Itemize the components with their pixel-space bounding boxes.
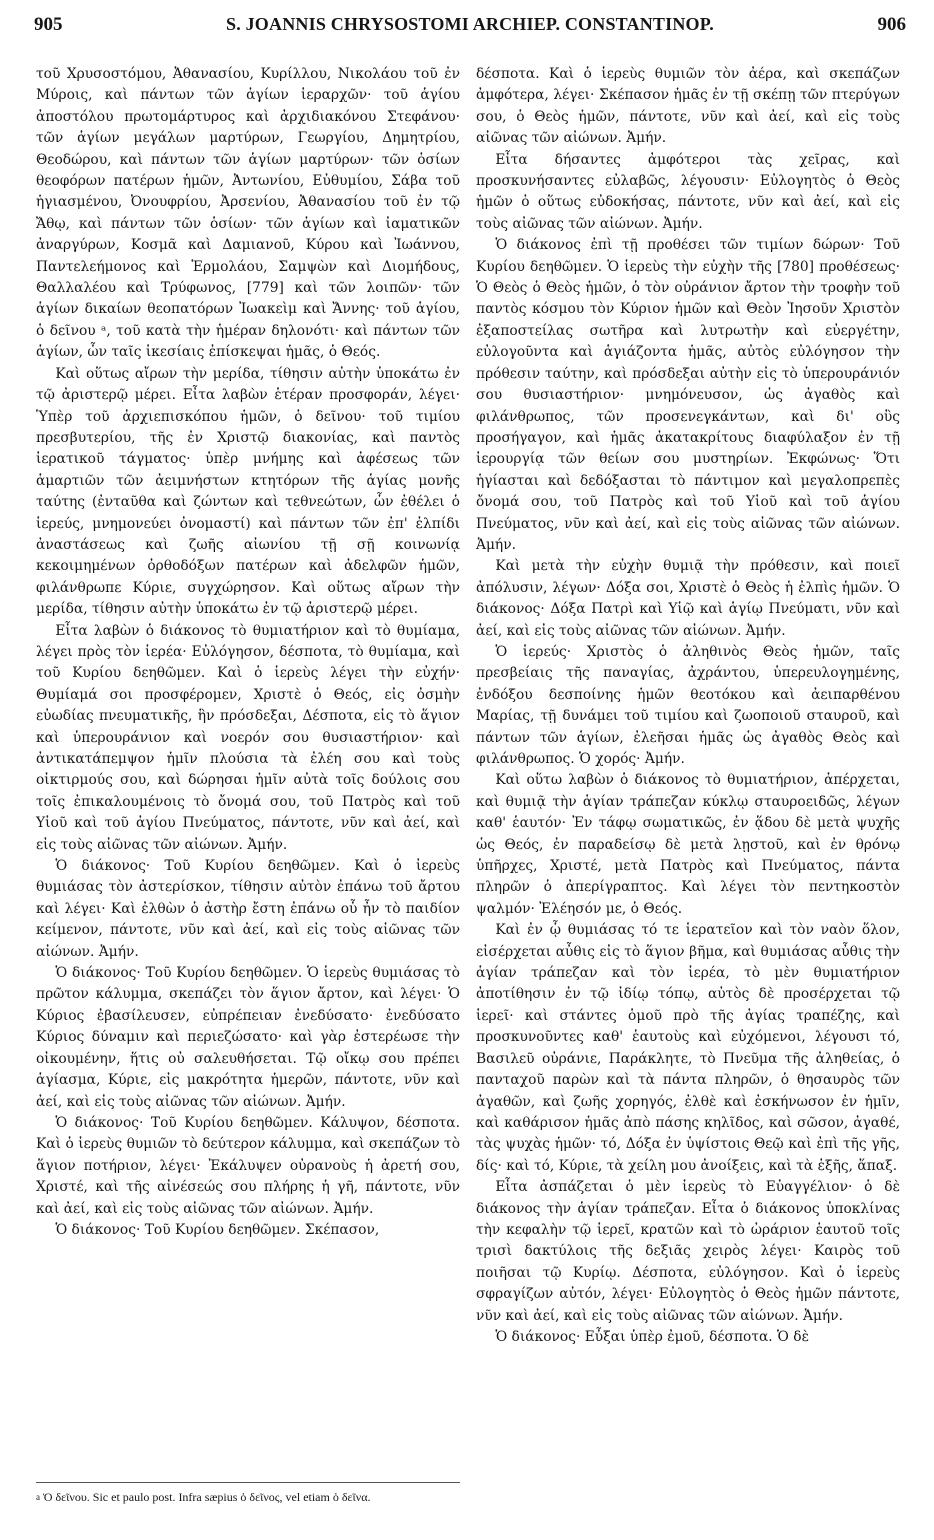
paragraph: Ὁ διάκονος· Τοῦ Κυρίου δεηθῶμεν. Κάλυψον, δέσποτα. Καὶ ὁ ἱερεὺς θυμιῶν τὸ δεύτερον κάλυμμα, καὶ σκεπάζων τὸ ἅγιον ποτήριον, λέγει· Ἐκάλυψεν οὐρανοὺς ἡ ἀρετή σου, Χριστέ, καὶ τῆς αἰνέσεώς σου πλήρης ἡ γῆ, πάντοτε, νῦν καὶ ἀεί, καὶ εἰς τοὺς αἰῶνας τῶν αἰώνων. Ἀμήν.	[36, 1114, 460, 1217]
paragraph: Καὶ μετὰ τὴν εὐχὴν θυμιᾷ τὴν πρόθεσιν, καὶ ποιεῖ ἀπόλυσιν, λέγων· Δόξα σοι, Χριστὲ ὁ Θεὸς ἡ ἐλπὶς ἡμῶν. Ὁ διάκονος· Δόξα Πατρὶ καὶ Υἱῷ καὶ ἁγίῳ Πνεύματι, νῦν καὶ ἀεί, καὶ εἰς τοὺς αἰῶνας τῶν αἰώνων. Ἀμήν.	[476, 558, 900, 639]
paragraph: Εἶτα δήσαντες ἀμφότεροι τὰς χεῖρας, καὶ προσκυνήσαντες εὐλαβῶς, λέγουσιν· Εὐλογητὸς ὁ Θεὸς ἡμῶν ὁ οὕτως εὐδοκήσας, πάντοτε, νῦν καὶ ἀεί, καὶ εἰς τοὺς αἰῶνας τῶν αἰώνων. Ἀμήν.	[476, 151, 900, 232]
left-column	[36, 64, 460, 1464]
paragraph: Ὁ διάκονος· Τοῦ Κυρίου δεηθῶμεν. Ὁ ἱερεὺς θυμιάσας τὸ πρῶτον κάλυμμα, σκεπάζει τὸν ἅγιον ἄρτον, καὶ λέγει· Ὁ Κύριος ἐβασίλευσεν, εὐπρέπειαν ἐνεδύσατο· ἐνεδύσατο Κύριος δύναμιν καὶ περιεζώσατο· καὶ γὰρ ἐστερέωσε τὴν οἰκουμένην, ἥτις οὐ σαλευθήσεται. Τῷ οἴκῳ σου πρέπει ἁγίασμα, Κύριε, εἰς μακρότητα ἡμερῶν, πάντοτε, νῦν καὶ ἀεί, καὶ εἰς τοὺς αἰῶνας τῶν αἰώνων. Ἀμήν.	[36, 965, 460, 1110]
right-column	[476, 64, 900, 1539]
paragraph: τοῦ Χρυσοστόμου, Ἀθανασίου, Κυρίλλου, Νικολάου τοῦ ἐν Μύροις, καὶ πάντων τῶν ἁγίων ἱεραρχῶν· τοῦ ἁγίου ἀποστόλου πρωτομάρτυρος καὶ ἀρχιδιακόνου Στεφάνου· τῶν ἁγίων μεγάλων μαρτύρων, Γεωργίου, Δημητρίου, Θεοδώρου, καὶ πάντων τῶν ἁγίων μαρτύρων· τῶν ὁσίων θεοφόρων πατέρων ἡμῶν, Ἀντωνίου, Εὐθυμίου, Σάβα τοῦ ἡγιασμένου, Ὀνουφρίου, Ἀρσενίου, Ἀθανασίου τοῦ ἐν τῷ Ἄθῳ, καὶ πάντων τῶν ὁσίων· τῶν ἁγίων καὶ ἰαματικῶν ἀναργύρων, Κοσμᾶ καὶ Δαμιανοῦ, Κύρου καὶ Ἰωάννου, Παντελεήμονος καὶ Ἑρμολάου, Σαμψὼν καὶ Διομήδους, Θαλλαλέου καὶ Τρύφωνος, [779] καὶ τῶν λοιπῶν· τῶν ἁγίων δικαίων θεοπατόρων Ἰωακεὶμ καὶ Ἄννης· τοῦ ἁγίου, ὁ δεῖνου ᵃ, τοῦ κατὰ τὴν ἡμέραν δηλονότι· καὶ πάντων τῶν ἁγίων, ὧν ταῖς ἱκεσίαις ἐπίσκεψαι ἡμᾶς, ὁ Θεός.	[36, 66, 460, 361]
paragraph: Ὁ ἱερεύς· Χριστὸς ὁ ἀληθινὸς Θεὸς ἡμῶν, ταῖς πρεσβείαις τῆς παναγίας, ἀχράντου, ὑπερευλογημένης, ἐνδόξου δεσποίνης ἡμῶν θεοτόκου καὶ ἀειπαρθένου Μαρίας, τῇ δυνάμει τοῦ τιμίου καὶ ζωοποιοῦ σταυροῦ, καὶ πάντων τῶν ἁγίων, ἐλεῆσαι ἡμᾶς ὡς ἀγαθὸς Θεὸς καὶ φιλάνθρωπος. Ὁ χορός· Ἀμήν.	[476, 643, 900, 767]
paragraph: Εἶτα λαβὼν ὁ διάκονος τὸ θυμιατήριον καὶ τὸ θυμίαμα, λέγει πρὸς τὸν ἱερέα· Εὐλόγησον, δέσποτα, τὸ θυμίαμα, καὶ τοῦ Κυρίου δεηθῶμεν. Καὶ ὁ ἱερεὺς λέγει τὴν εὐχήν· Θυμίαμά σοι προσφέρομεν, Χριστὲ ὁ Θεός, εἰς ὀσμὴν εὐωδίας πνευματικῆς, ἣν πρόσδεξαι, Δέσποτα, εἰς τὸ ἅγιον καὶ ὑπερουράνιον καὶ νοερόν σου θυσιαστήριον· καὶ ἀντικατάπεμψον ἡμῖν πλούσια τὰ ἐλέη σου καὶ τοὺς οἰκτιρμούς σου, καὶ δώρησαι ἡμῖν αὐτὰ τοῖς δούλοις σου τοῖς ἐπικαλουμένοις τὸ ὄνομά σου, τοῦ Πατρὸς καὶ τοῦ Υἱοῦ καὶ τοῦ ἁγίου Πνεύματος, πάντοτε, νῦν καὶ ἀεί, καὶ εἰς τοὺς αἰῶνας τῶν αἰώνων. Ἀμήν.	[36, 622, 460, 853]
paragraph: Ὁ διάκονος ἐπὶ τῇ προθέσει τῶν τιμίων δώρων· Τοῦ Κυρίου δεηθῶμεν. Ὁ ἱερεὺς τὴν εὐχὴν τῆς [780] προθέσεως· Ὁ Θεὸς ὁ Θεὸς ἡμῶν, ὁ τὸν οὐράνιον ἄρτον τὴν τροφὴν τοῦ παντὸς κόσμου τὸν Κύριον ἡμῶν καὶ Θεὸν Ἰησοῦν Χριστὸν ἐξαποστείλας σωτῆρα καὶ λυτρωτὴν καὶ εὐεργέτην, εὐλογοῦντα καὶ ἁγιάζοντα ἡμᾶς, αὐτὸς εὐλόγησον τὴν πρόθεσιν ταύτην, καὶ πρόσδεξαι αὐτὴν εἰς τὸ ὑπερουράνιόν σου θυσιαστήριον· μνημόνευσον, ὡς ἀγαθὸς καὶ φιλάνθρωπος, τῶν προσενεγκάντων, καὶ δι' οὓς προσήγαγον, καὶ ἡμᾶς ἀκατακρίτους διαφύλαξον ἐν τῇ ἱερουργίᾳ τῶν θείων σου μυστηρίων. Ἐκφώνως· Ὅτι ἡγίασται καὶ δεδόξασται τὸ πάντιμον καὶ μεγαλοπρεπὲς ὄνομά σου, τοῦ Πατρὸς καὶ τοῦ Υἱοῦ καὶ τοῦ ἁγίου Πνεύματος, νῦν καὶ ἀεί, καὶ εἰς τοὺς αἰῶνας τῶν αἰώνων. Ἀμήν.	[476, 237, 900, 553]
right-page-number: 906	[877, 14, 906, 35]
running-title: S. JOANNIS CHRYSOSTOMI ARCHIEP. CONSTANTINOP.	[226, 14, 714, 34]
footnote-marker: a	[36, 1492, 40, 1502]
running-header	[34, 14, 906, 48]
left-page-number: 905	[34, 14, 63, 35]
paragraph: Εἶτα ἀσπάζεται ὁ μὲν ἱερεὺς τὸ Εὐαγγέλιον· ὁ δὲ διάκονος τὴν ἁγίαν τράπεζαν. Εἶτα ὁ διάκονος ὑποκλίνας τὴν κεφαλὴν τῷ ἱερεῖ, κρατῶν καὶ τὸ ὠράριον ἑαυτοῦ τοῖς τρισὶ δακτύλοις τῆς δεξιᾶς χειρὸς λέγει· Καιρὸς τοῦ ποιῆσαι τῷ Κυρίῳ. Δέσποτα, εὐλόγησον. Καὶ ὁ ἱερεὺς σφραγίζων αὐτόν, λέγει· Εὐλογητὸς ὁ Θεὸς ἡμῶν πάντοτε, νῦν καὶ ἀεί, καὶ εἰς τοὺς αἰῶνας τῶν αἰώνων. Ἀμήν.	[476, 1179, 900, 1324]
paragraph: δέσποτα. Καὶ ὁ ἱερεὺς θυμιῶν τὸν ἀέρα, καὶ σκεπάζων ἀμφότερα, λέγει· Σκέπασον ἡμᾶς ἐν τῇ σκέπῃ τῶν πτερύγων σου, ὁ Θεὸς ἡμῶν, πάντοτε, νῦν καὶ ἀεί, καὶ εἰς τοὺς αἰῶνας τῶν αἰώνων. Ἀμήν.	[476, 66, 900, 147]
paragraph: Καὶ ἐν ᾧ θυμιάσας τό τε ἱερατεῖον καὶ τὸν ναὸν ὅλον, εἰσέρχεται αὖθις εἰς τὸ ἅγιον βῆμα, καὶ θυμιάσας αὖθις τὴν ἁγίαν τράπεζαν καὶ τὸν ἱερέα, τὸ μὲν θυμιατήριον ἀποτίθησιν ἐν τῷ ἰδίῳ τόπῳ, αὐτὸς δὲ προσέρχεται τῷ ἱερεῖ· καὶ στάντες ὁμοῦ πρὸ τῆς ἁγίας τραπέζης, καὶ προσκυνοῦντες καθ' ἑαυτοὺς καὶ εὐχόμενοι, λέγουσι τό, Βασιλεῦ οὐράνιε, Παράκλητε, τὸ Πνεῦμα τῆς ἀληθείας, ὁ πανταχοῦ παρὼν καὶ τὰ πάντα πληρῶν, ὁ θησαυρὸς τῶν ἀγαθῶν, καὶ ζωῆς χορηγός, ἐλθὲ καὶ ἐσκήνωσον ἐν ἡμῖν, καὶ καθάρισον ἡμᾶς ἀπὸ πάσης κηλῖδος, καὶ σῶσον, ἀγαθέ, τὰς ψυχὰς ἡμῶν· τό, Δόξα ἐν ὑψίστοις Θεῷ καὶ ἐπὶ τῆς γῆς, δίς· καὶ τό, Κύριε, τὰ χείλη μου ἀνοίξεις, καὶ τὰ ἑξῆς, ἅπαξ.	[476, 922, 900, 1174]
footnote	[36, 1482, 460, 1506]
paragraph: Ὁ διάκονος· Τοῦ Κυρίου δεηθῶμεν. Σκέπασον,	[55, 1221, 380, 1238]
footnote-text: Ὁ δεῖνου. Sic et paulo post. Infra sæpius ὁ δεῖνος, vel etiam ὁ δεῖνα.	[43, 1490, 371, 1504]
paragraph: Καὶ οὕτως αἴρων τὴν μερίδα, τίθησιν αὐτὴν ὑποκάτω ἐν τῷ ἀριστερῷ μέρει. Εἶτα λαβὼν ἑτέραν προσφοράν, λέγει· Ὑπὲρ τοῦ ἀρχιεπισκόπου ἡμῶν, ὁ δεῖνου· τοῦ τιμίου πρεσβυτερίου, τῆς ἐν Χριστῷ διακονίας, καὶ παντὸς ἱερατικοῦ τάγματος· ὑπὲρ μνήμης καὶ ἀφέσεως τῶν ἁμαρτιῶν τῶν ἀειμνήστων κτητόρων τῆς ἁγίας μονῆς ταύτης (ἐνταῦθα καὶ ζώντων καὶ τεθνεώτων, ὧν ἐθέλει ὁ ἱερεύς, μνημονεύει ὀνομαστί) καὶ πάντων τῶν ἐπ' ἐλπίδι ἀναστάσεως καὶ ζωῆς αἰωνίου τῇ σῇ κοινωνίᾳ κεκοιμημένων ὀρθοδόξων πατέρων καὶ ἀδελφῶν ἡμῶν, φιλάνθρωπε Κύριε, συγχώρησον. Καὶ οὕτως αἴρων τὴν μερίδα, τίθησιν αὐτὴν ὑποκάτω ἐν τῷ ἀριστερῷ μέρει.	[36, 365, 460, 618]
paragraph: Ὁ διάκονος· Τοῦ Κυρίου δεηθῶμεν. Καὶ ὁ ἱερεὺς θυμιάσας τὸν ἀστερίσκον, τίθησιν αὐτὸν ἐπάνω τοῦ ἄρτου καὶ λέγει· Καὶ ἐλθὼν ὁ ἀστὴρ ἔστη ἐπάνω οὗ ἦν τὸ παιδίον κείμενον, πάντοτε, νῦν καὶ ἀεί, καὶ εἰς τοὺς αἰῶνας τῶν αἰώνων. Ἀμήν.	[36, 858, 460, 960]
paragraph: Καὶ οὕτω λαβὼν ὁ διάκονος τὸ θυμιατήριον, ἀπέρχεται, καὶ θυμιᾷ τὴν ἁγίαν τράπεζαν κύκλῳ σταυροειδῶς, λέγων καθ' ἑαυτόν· Ἐν τάφῳ σωματικῶς, ἐν ᾅδου δὲ μετὰ ψυχῆς ὡς Θεός, ἐν παραδείσῳ δὲ μετὰ λῃστοῦ, καὶ ἐν θρόνῳ ὑπῆρχες, Χριστέ, μετὰ Πατρὸς καὶ Πνεύματος, πάντα πληρῶν ὁ ἀπερίγραπτος. Καὶ λέγει τὸν πεντηκοστὸν ψαλμόν· Ἐλέησόν με, ὁ Θεός.	[476, 772, 900, 917]
paragraph: Ὁ διάκονος· Εὖξαι ὑπὲρ ἐμοῦ, δέσποτα. Ὁ δὲ	[495, 1328, 809, 1345]
